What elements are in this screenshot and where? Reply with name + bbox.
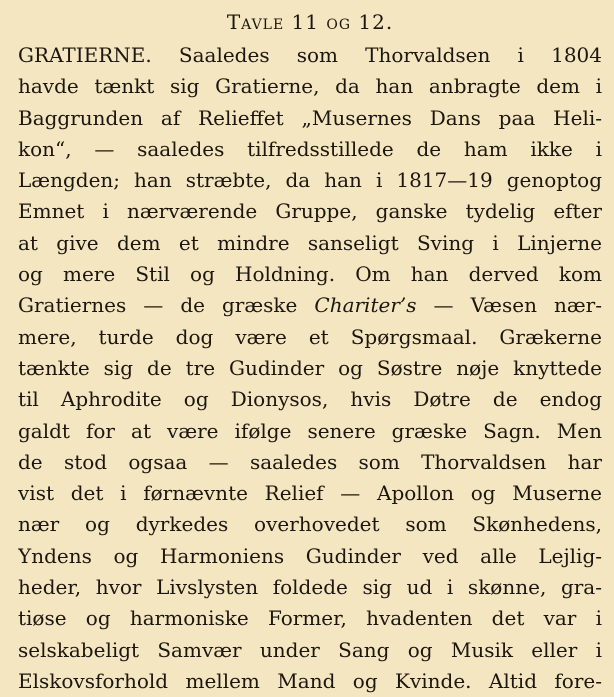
text-line: GRATIERNE. Saaledes som Thorvaldsen i 1804 <box>18 43 602 67</box>
text-line: mere, turde dog være et Spørgsmaal. Grækerne <box>18 324 602 349</box>
text-line: nær og dyrkedes overhovedet som Skønhedens, <box>18 512 602 537</box>
text-segment: Gratiernes — de græske <box>18 293 315 318</box>
text-line: de stod ogsaa — saaledes som Thorvaldsen har <box>18 449 602 474</box>
text-line: at give dem et mindre sanseligt Sving i Linjerne <box>18 230 602 255</box>
text-segment: — Væsen nær- <box>416 293 602 318</box>
text-line: Elskovsforhold mellem Mand og Kvinde. Altid fore- <box>18 668 602 693</box>
text-line: heder, hvor Livslysten foldede sig ud i skønne, gra- <box>18 575 602 600</box>
text-line: Længden; han stræbte, da han i 1817—19 genoptog <box>18 168 602 193</box>
body-text <box>18 40 602 697</box>
text-line: tænkte sig de tre Gudinder og Søstre nøje knyttede <box>18 355 602 380</box>
text-line: galdt for at være ifølge senere græske Sagn. Men <box>18 418 602 443</box>
text-line: havde tænkt sig Gratierne, da han anbragte dem i <box>18 74 602 99</box>
text-line: kon“, — saaledes tilfredsstillede de ham ikke i <box>18 136 602 161</box>
text-line: Emnet i nærværende Gruppe, ganske tydelig efter <box>18 199 602 224</box>
text-line: vist det i førnævnte Relief — Apollon og Muserne <box>18 481 602 506</box>
text-line: til Aphrodite og Dionysos, hvis Døtre de endog <box>18 387 602 412</box>
text-line: Yndens og Harmoniens Gudinder ved alle Lejlig- <box>18 543 602 568</box>
text-line: selskabeligt Samvær under Sang og Musik eller i <box>18 637 602 662</box>
text-line: tiøse og harmoniske Former, hvadenten det var i <box>18 606 602 631</box>
italic-term: Chariter’s <box>314 293 417 318</box>
text-line: Baggrunden af Relieffet „Musernes Dans paa Heli- <box>18 105 602 130</box>
text-line <box>18 290 602 321</box>
text-line: og mere Stil og Holdning. Om han derved kom <box>18 262 602 287</box>
page-heading: Tavle 11 og 12. <box>226 10 394 34</box>
